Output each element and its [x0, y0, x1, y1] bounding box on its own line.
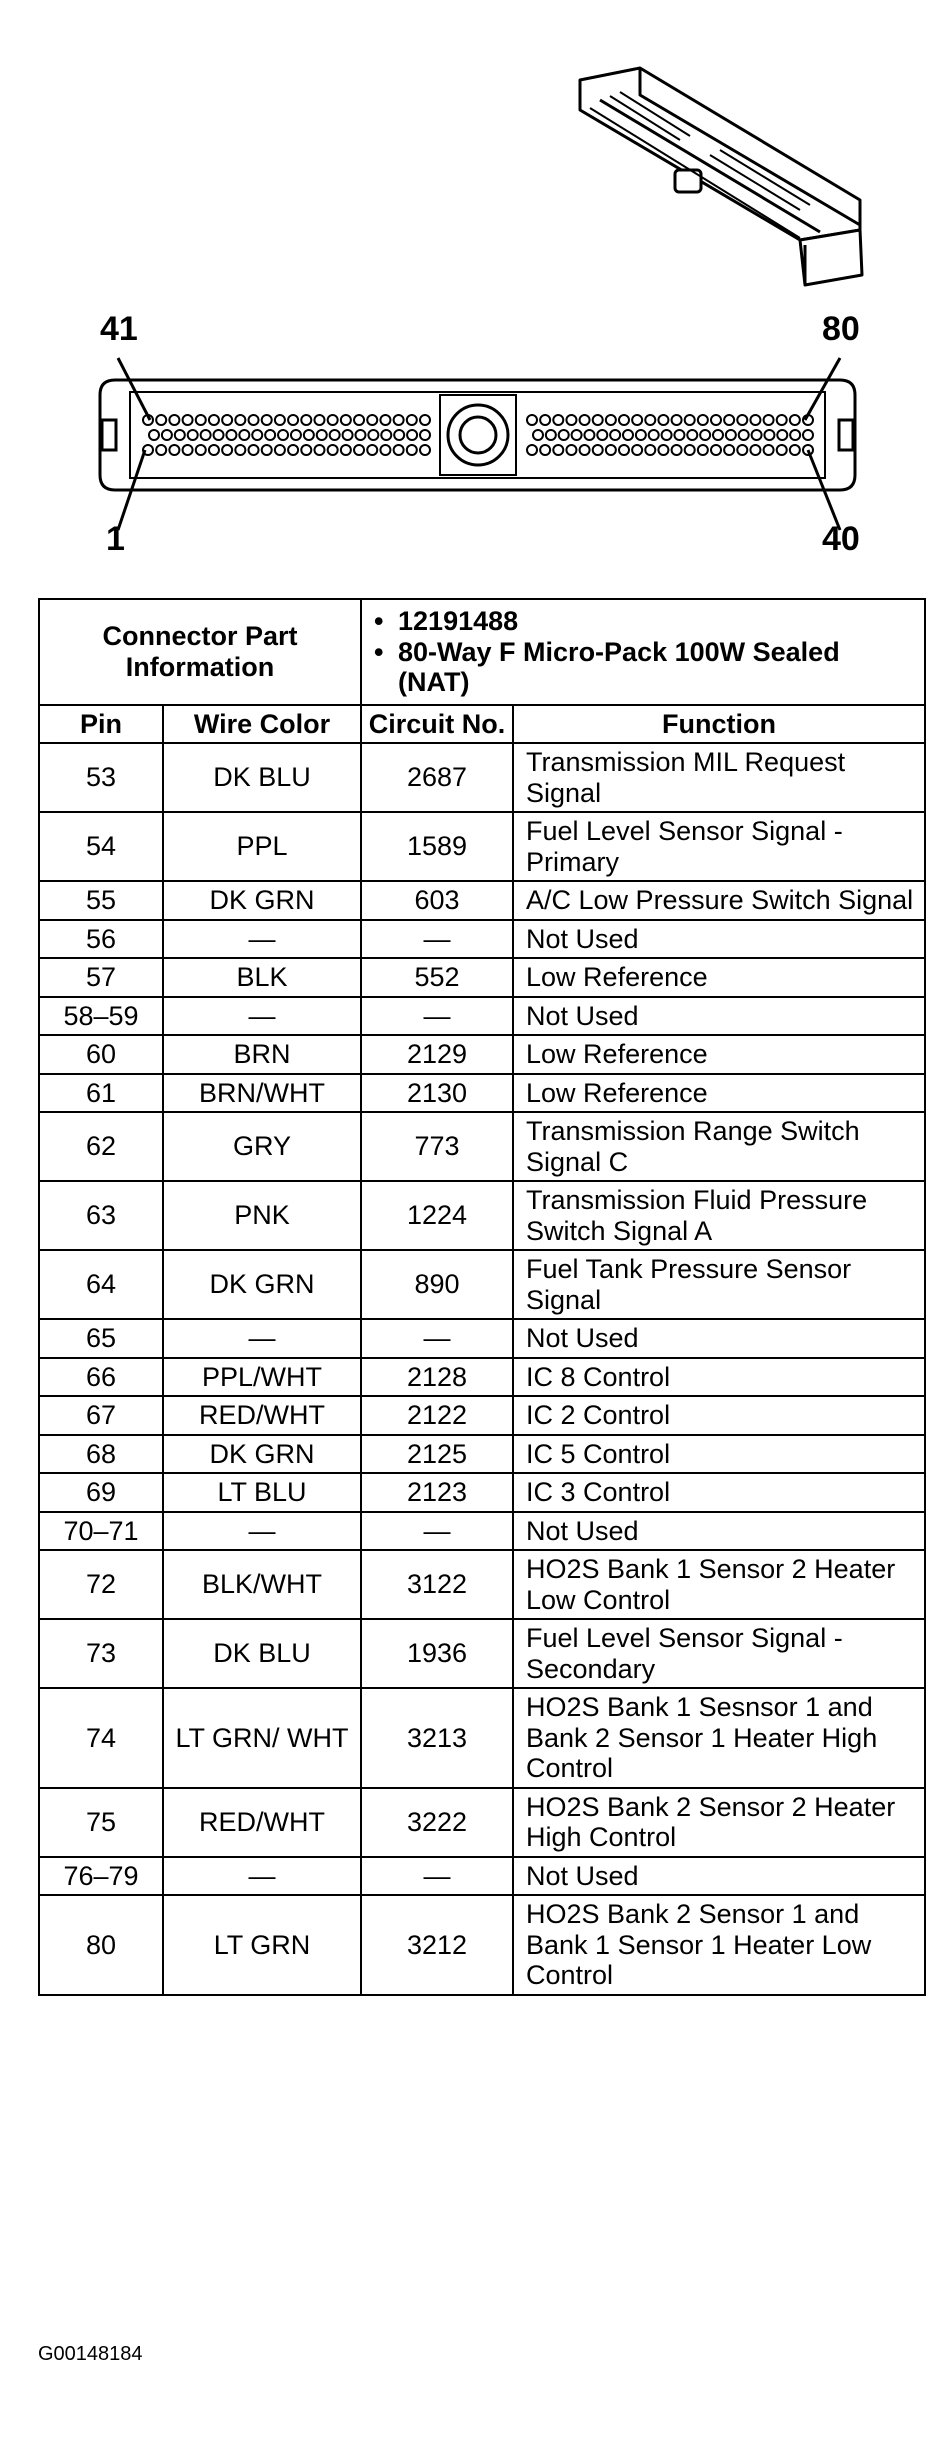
pin-hole — [275, 445, 285, 455]
circuit-cell: 552 — [361, 958, 513, 997]
pin-cell: 63 — [39, 1181, 163, 1250]
function-cell: Fuel Level Sensor Signal - Primary — [513, 812, 925, 881]
table-row — [39, 1512, 925, 1551]
pin-hole — [420, 430, 430, 440]
pin-hole — [527, 445, 537, 455]
pin-hole — [737, 445, 747, 455]
table-row — [39, 1319, 925, 1358]
circuit-cell: 1589 — [361, 812, 513, 881]
pin-hole — [593, 445, 603, 455]
table-row — [39, 1619, 925, 1688]
wire-color-cell: — — [163, 997, 361, 1036]
function-cell: HO2S Bank 2 Sensor 2 Heater High Control — [513, 1788, 925, 1857]
function-cell: Not Used — [513, 1319, 925, 1358]
pin-hole — [183, 445, 193, 455]
pin-hole — [606, 445, 616, 455]
table-row — [39, 1181, 925, 1250]
function-cell: HO2S Bank 1 Sensor 2 Heater Low Control — [513, 1550, 925, 1619]
pin-hole — [209, 415, 219, 425]
pin-hole — [328, 415, 338, 425]
pin-hole — [368, 430, 378, 440]
pin-hole — [790, 430, 800, 440]
pin-hole — [183, 415, 193, 425]
pin-hole — [156, 415, 166, 425]
circuit-cell: 890 — [361, 1250, 513, 1319]
pin-hole — [636, 430, 646, 440]
wire-color-cell: LT BLU — [163, 1473, 361, 1512]
table-row — [39, 1688, 925, 1788]
pin-hole — [540, 445, 550, 455]
table-row — [39, 920, 925, 959]
pin-cell: 66 — [39, 1358, 163, 1397]
pin-hole — [235, 415, 245, 425]
pin-hole — [381, 430, 391, 440]
pin-hole — [764, 415, 774, 425]
circuit-cell: — — [361, 920, 513, 959]
pin-hole — [764, 445, 774, 455]
column-header-wire-color: Wire Color — [163, 705, 361, 744]
pin-hole — [527, 415, 537, 425]
circuit-cell: — — [361, 1857, 513, 1896]
pin-hole — [619, 415, 629, 425]
pin-hole — [546, 430, 556, 440]
wire-color-cell: PPL — [163, 812, 361, 881]
function-cell: Not Used — [513, 1857, 925, 1896]
pin-hole — [188, 430, 198, 440]
circuit-cell: 3222 — [361, 1788, 513, 1857]
pin-hole — [278, 430, 288, 440]
pin-hole — [252, 430, 262, 440]
connector-info-row — [39, 599, 925, 705]
pin-hole — [533, 430, 543, 440]
pin-cell: 76–79 — [39, 1857, 163, 1896]
function-cell: IC 2 Control — [513, 1396, 925, 1435]
pin-hole — [394, 415, 404, 425]
wire-color-cell: DK GRN — [163, 1250, 361, 1319]
pin-hole — [610, 430, 620, 440]
pin-hole — [750, 415, 760, 425]
circuit-cell: 3213 — [361, 1688, 513, 1788]
pin-hole — [341, 415, 351, 425]
circuit-cell: 3212 — [361, 1895, 513, 1995]
pin-hole — [275, 415, 285, 425]
table-row — [39, 1473, 925, 1512]
pin-hole — [209, 445, 219, 455]
pin-hole — [288, 415, 298, 425]
function-cell: IC 3 Control — [513, 1473, 925, 1512]
pin-hole — [790, 415, 800, 425]
pin-hole — [249, 445, 259, 455]
pin-hole — [407, 415, 417, 425]
pin-label-80: 80 — [822, 310, 860, 348]
pin-label-40: 40 — [822, 520, 860, 558]
pin-hole — [632, 445, 642, 455]
pin-hole — [580, 415, 590, 425]
pin-hole — [645, 445, 655, 455]
pin-hole — [196, 445, 206, 455]
pin-hole — [355, 430, 365, 440]
wire-color-cell: — — [163, 1857, 361, 1896]
pin-hole — [658, 415, 668, 425]
pin-hole — [162, 430, 172, 440]
column-header-circuit: Circuit No. — [361, 705, 513, 744]
pin-hole — [559, 430, 569, 440]
wire-color-cell: BRN/WHT — [163, 1074, 361, 1113]
wire-color-cell: — — [163, 920, 361, 959]
pin-hole — [169, 445, 179, 455]
pin-hole — [540, 415, 550, 425]
function-cell: Low Reference — [513, 958, 925, 997]
function-cell: Low Reference — [513, 1035, 925, 1074]
table-row — [39, 1788, 925, 1857]
pin-hole — [291, 430, 301, 440]
table-row — [39, 997, 925, 1036]
pin-hole — [672, 445, 682, 455]
circuit-cell: 603 — [361, 881, 513, 920]
circuit-cell: — — [361, 997, 513, 1036]
connector-part-number: • 12191488 — [374, 606, 912, 637]
pin-hole — [645, 415, 655, 425]
table-row — [39, 1112, 925, 1181]
pin-cell: 54 — [39, 812, 163, 881]
pin-hole — [553, 445, 563, 455]
pin-hole — [330, 430, 340, 440]
pin-hole — [343, 430, 353, 440]
pin-hole — [687, 430, 697, 440]
wire-color-cell: — — [163, 1319, 361, 1358]
pin-hole — [649, 430, 659, 440]
pin-cell: 67 — [39, 1396, 163, 1435]
circuit-cell: 2687 — [361, 743, 513, 812]
pin-cell: 60 — [39, 1035, 163, 1074]
pin-hole — [380, 445, 390, 455]
wire-color-cell: BRN — [163, 1035, 361, 1074]
table-row — [39, 1250, 925, 1319]
pin-hole — [249, 415, 259, 425]
table-row — [39, 812, 925, 881]
pin-cell: 61 — [39, 1074, 163, 1113]
pin-hole — [606, 415, 616, 425]
circuit-cell: — — [361, 1512, 513, 1551]
wire-color-cell: LT GRN — [163, 1895, 361, 1995]
pin-hole — [175, 430, 185, 440]
pin-cell: 80 — [39, 1895, 163, 1995]
function-cell: IC 5 Control — [513, 1435, 925, 1474]
pin-hole — [304, 430, 314, 440]
function-cell: Not Used — [513, 920, 925, 959]
pin-hole — [354, 445, 364, 455]
table-row — [39, 1857, 925, 1896]
pin-hole — [584, 430, 594, 440]
pin-hole — [580, 445, 590, 455]
pin-hole — [235, 445, 245, 455]
table-row — [39, 1435, 925, 1474]
pin-hole — [149, 430, 159, 440]
function-cell: Fuel Tank Pressure Sensor Signal — [513, 1250, 925, 1319]
pinout-table — [38, 598, 926, 1996]
pin-hole — [222, 445, 232, 455]
pin-label-41: 41 — [100, 310, 138, 348]
wire-color-cell: BLK — [163, 958, 361, 997]
pin-hole — [407, 430, 417, 440]
circuit-cell: 773 — [361, 1112, 513, 1181]
pin-cell: 69 — [39, 1473, 163, 1512]
table-row — [39, 1074, 925, 1113]
pin-cell: 57 — [39, 958, 163, 997]
image-id: G00148184 — [38, 2343, 143, 2365]
circuit-cell: 2123 — [361, 1473, 513, 1512]
pin-hole — [685, 415, 695, 425]
pin-cell: 62 — [39, 1112, 163, 1181]
pin-hole — [301, 445, 311, 455]
table-row — [39, 1895, 925, 1995]
table-row — [39, 958, 925, 997]
pin-hole — [711, 445, 721, 455]
table-row — [39, 1550, 925, 1619]
function-cell: HO2S Bank 2 Sensor 1 and Bank 1 Sensor 1 Heater Low Control — [513, 1895, 925, 1995]
function-cell: Not Used — [513, 1512, 925, 1551]
pin-label-1: 1 — [106, 520, 125, 558]
wire-color-cell: PNK — [163, 1181, 361, 1250]
table-row — [39, 881, 925, 920]
pin-cell: 65 — [39, 1319, 163, 1358]
pin-hole — [593, 415, 603, 425]
wire-color-cell: BLK/WHT — [163, 1550, 361, 1619]
pin-hole — [156, 445, 166, 455]
connector-info-list — [361, 599, 925, 705]
table-row — [39, 1396, 925, 1435]
pin-hole — [658, 445, 668, 455]
circuit-cell: 2130 — [361, 1074, 513, 1113]
pin-cell: 53 — [39, 743, 163, 812]
connector-info-heading: Connector Part Information — [39, 599, 361, 705]
wire-color-cell: — — [163, 1512, 361, 1551]
circuit-cell: 2122 — [361, 1396, 513, 1435]
pin-hole — [685, 445, 695, 455]
pin-hole — [566, 445, 576, 455]
pin-hole — [201, 430, 211, 440]
pin-hole — [367, 415, 377, 425]
pin-cell: 75 — [39, 1788, 163, 1857]
pin-hole — [672, 415, 682, 425]
pin-hole — [739, 430, 749, 440]
table-row — [39, 1035, 925, 1074]
pin-hole — [764, 430, 774, 440]
pin-hole — [713, 430, 723, 440]
pin-cell: 58–59 — [39, 997, 163, 1036]
circuit-cell: 1936 — [361, 1619, 513, 1688]
pin-hole — [301, 415, 311, 425]
wire-color-cell: DK GRN — [163, 1435, 361, 1474]
pin-hole — [262, 445, 272, 455]
pin-hole — [752, 430, 762, 440]
pin-hole — [724, 445, 734, 455]
function-cell: Transmission MIL Request Signal — [513, 743, 925, 812]
pin-hole — [597, 430, 607, 440]
pin-hole — [619, 445, 629, 455]
pin-hole — [214, 430, 224, 440]
column-header-row — [39, 705, 925, 744]
pin-hole — [790, 445, 800, 455]
pin-cell: 68 — [39, 1435, 163, 1474]
function-cell: Not Used — [513, 997, 925, 1036]
pin-hole — [724, 415, 734, 425]
circuit-cell: — — [361, 1319, 513, 1358]
column-header-pin: Pin — [39, 705, 163, 744]
pin-hole — [196, 415, 206, 425]
wire-color-cell: DK BLU — [163, 743, 361, 812]
pin-cell: 55 — [39, 881, 163, 920]
pin-hole — [726, 430, 736, 440]
pin-hole — [662, 430, 672, 440]
pin-hole — [394, 430, 404, 440]
pin-hole — [698, 415, 708, 425]
pin-hole — [262, 415, 272, 425]
wire-color-cell: DK GRN — [163, 881, 361, 920]
pin-hole — [265, 430, 275, 440]
pin-hole — [750, 445, 760, 455]
pin-hole — [553, 415, 563, 425]
column-header-function: Function — [513, 705, 925, 744]
pin-hole — [314, 445, 324, 455]
pin-hole — [700, 430, 710, 440]
connector-description: • 80-Way F Micro-Pack 100W Sealed (NAT) — [374, 637, 912, 698]
pin-hole — [566, 415, 576, 425]
circuit-cell: 1224 — [361, 1181, 513, 1250]
pin-hole — [288, 445, 298, 455]
connector-diagram — [0, 0, 951, 570]
pin-hole — [222, 415, 232, 425]
wire-color-cell: DK BLU — [163, 1619, 361, 1688]
function-cell: Transmission Fluid Pressure Switch Signal A — [513, 1181, 925, 1250]
pin-hole — [803, 430, 813, 440]
pin-hole — [354, 415, 364, 425]
wire-color-cell: PPL/WHT — [163, 1358, 361, 1397]
pin-hole — [711, 415, 721, 425]
pin-hole — [407, 445, 417, 455]
function-cell: HO2S Bank 1 Sesnsor 1 and Bank 2 Sensor 1 Heater High Control — [513, 1688, 925, 1788]
table-row — [39, 743, 925, 812]
pin-hole — [777, 445, 787, 455]
pin-hole — [380, 415, 390, 425]
pin-hole — [698, 445, 708, 455]
circuit-cell: 2125 — [361, 1435, 513, 1474]
pin-hole — [420, 445, 430, 455]
circuit-cell: 2128 — [361, 1358, 513, 1397]
pin-hole — [674, 430, 684, 440]
function-cell: Fuel Level Sensor Signal - Secondary — [513, 1619, 925, 1688]
wire-color-cell: LT GRN/ WHT — [163, 1688, 361, 1788]
function-cell: A/C Low Pressure Switch Signal — [513, 881, 925, 920]
wire-color-cell: RED/WHT — [163, 1396, 361, 1435]
pin-cell: 70–71 — [39, 1512, 163, 1551]
pin-hole — [226, 430, 236, 440]
pin-cell: 74 — [39, 1688, 163, 1788]
pin-cell: 56 — [39, 920, 163, 959]
pin-hole — [777, 430, 787, 440]
pin-cell: 64 — [39, 1250, 163, 1319]
pin-hole — [314, 415, 324, 425]
pin-hole — [737, 415, 747, 425]
wire-color-cell: GRY — [163, 1112, 361, 1181]
circuit-cell: 2129 — [361, 1035, 513, 1074]
function-cell: Low Reference — [513, 1074, 925, 1113]
pin-hole — [632, 415, 642, 425]
connector-perspective-drawing — [0, 0, 951, 570]
function-cell: Transmission Range Switch Signal C — [513, 1112, 925, 1181]
pin-hole — [394, 445, 404, 455]
pin-hole — [317, 430, 327, 440]
pin-hole — [341, 445, 351, 455]
circuit-cell: 3122 — [361, 1550, 513, 1619]
pin-hole — [169, 415, 179, 425]
pin-hole — [239, 430, 249, 440]
pin-hole — [572, 430, 582, 440]
pin-cell: 73 — [39, 1619, 163, 1688]
function-cell: IC 8 Control — [513, 1358, 925, 1397]
pin-hole — [420, 415, 430, 425]
pin-cell: 72 — [39, 1550, 163, 1619]
pin-hole — [777, 415, 787, 425]
pin-hole — [367, 445, 377, 455]
pin-hole — [328, 445, 338, 455]
wire-color-cell: RED/WHT — [163, 1788, 361, 1857]
pin-hole — [623, 430, 633, 440]
table-row — [39, 1358, 925, 1397]
